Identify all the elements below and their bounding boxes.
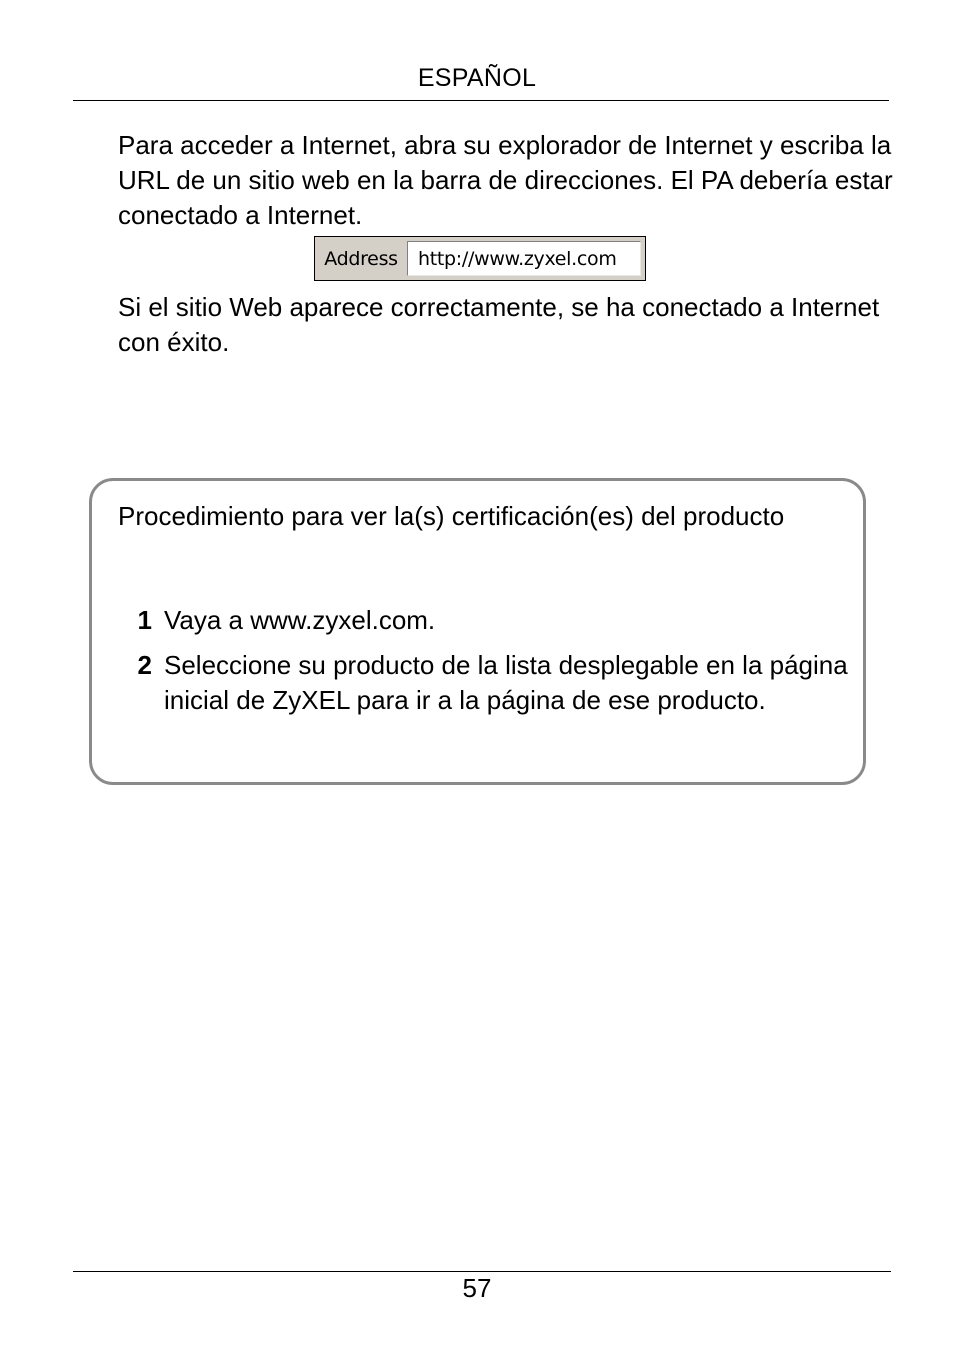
page-number: 57 — [462, 1273, 492, 1303]
header-divider — [73, 100, 889, 101]
list-item — [118, 648, 848, 718]
info-box-title: Procedimiento para ver la(s) certificación(es) del producto — [118, 501, 785, 531]
list-item — [118, 603, 848, 638]
address-bar-label: Address — [324, 247, 398, 270]
browser-address-bar — [314, 236, 646, 281]
step-number: 1 — [137, 605, 152, 635]
step-number: 2 — [137, 650, 152, 680]
step-text: Seleccione su producto de la lista desplegable en la página inicial de ZyXEL para ir a la página de ese producto. — [164, 650, 848, 715]
address-bar-url-field: http://www.zyxel.com — [407, 241, 641, 276]
step-text: Vaya a www.zyxel.com. — [164, 605, 436, 635]
steps-list — [118, 603, 848, 728]
intro-paragraph: Para acceder a Internet, abra su explorador de Internet y escriba la URL de un sitio web en la barra de direcciones. El PA debería estar conectado a Internet. — [118, 130, 893, 230]
success-paragraph: Si el sitio Web aparece correctamente, se ha conectado a Internet con éxito. — [118, 292, 880, 357]
certification-info-box — [89, 478, 866, 785]
section-header-title: ESPAÑOL — [417, 64, 537, 92]
